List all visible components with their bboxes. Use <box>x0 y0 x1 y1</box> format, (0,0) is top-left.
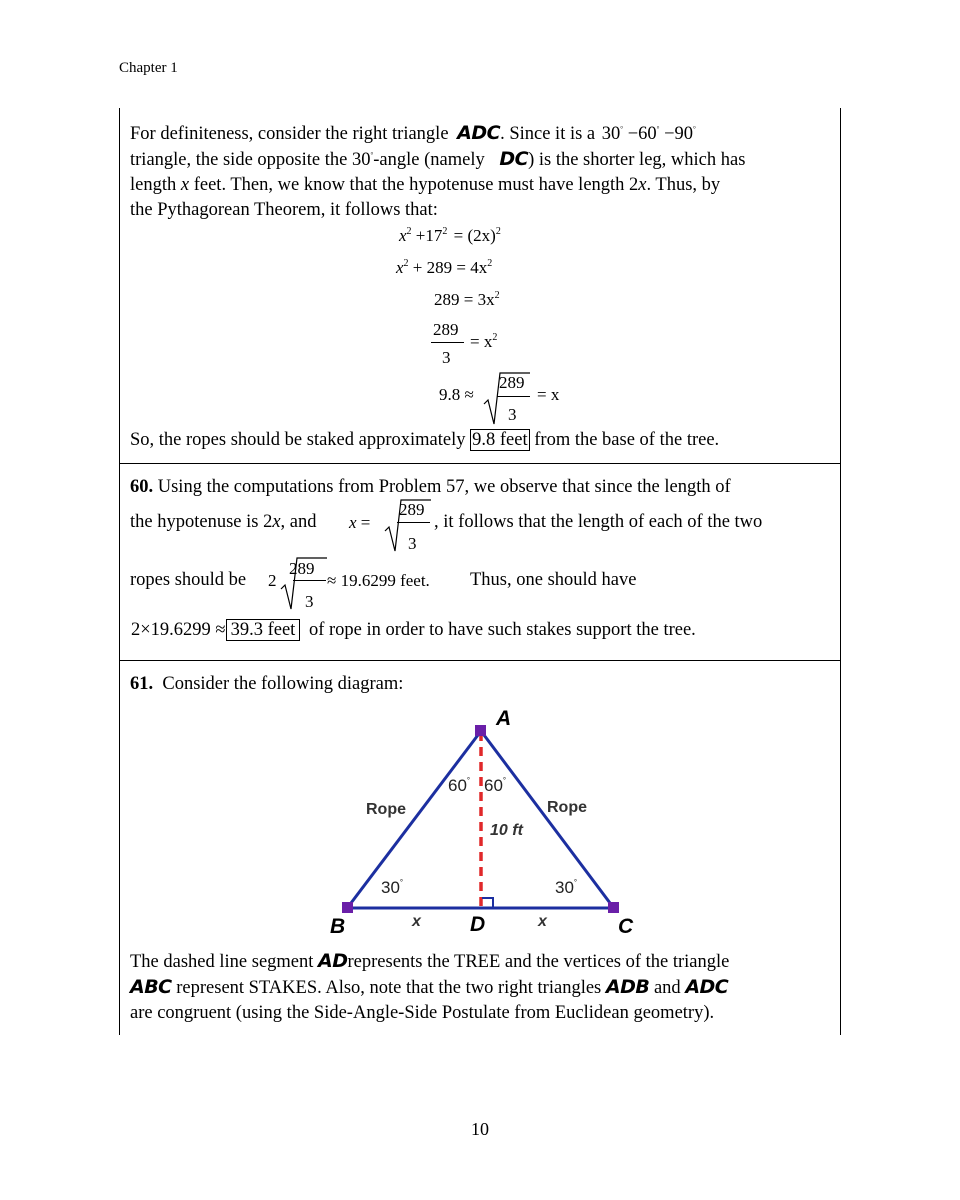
variable-x: x <box>272 512 281 532</box>
text: the hypotenuse is 2 <box>130 512 273 532</box>
text-line <box>130 478 731 497</box>
triangle-label-adc: ADC <box>457 122 501 144</box>
triangle-label-adc: ADC <box>685 976 729 998</box>
minus-sign: − <box>627 124 639 144</box>
exponent: 2 <box>442 226 448 237</box>
text: ) is the shorter leg, which has <box>528 150 746 170</box>
degree-mark: ° <box>656 125 660 133</box>
problem-number: 61. <box>130 674 154 694</box>
label-d: D <box>470 913 486 936</box>
triangle-label-adb: ADB <box>605 976 650 998</box>
variable-x: x <box>399 226 407 245</box>
label-c: C <box>618 915 634 938</box>
conclusion-line <box>130 431 719 450</box>
text: . Since it is a <box>500 124 596 144</box>
exponent: 2 <box>406 226 412 237</box>
text: Consider the following diagram: <box>162 674 404 694</box>
text-line <box>130 513 317 532</box>
text-line <box>130 150 745 170</box>
variable-x: x <box>180 175 190 195</box>
label-a: A <box>496 707 512 730</box>
segment-x-left: x <box>412 913 421 930</box>
exponent: 2 <box>492 332 498 343</box>
text: For definiteness, consider the right triangle <box>130 124 449 144</box>
equation-1 <box>399 227 501 244</box>
fraction-numerator: 289 <box>399 500 425 519</box>
triangle-diagram <box>320 700 650 940</box>
answer-box: 39.3 feet <box>226 619 301 641</box>
angle-label: 30° <box>555 878 578 897</box>
fraction-denominator: 3 <box>442 348 451 367</box>
text: feet. Then, we know that the hypotenuse must have length 2 <box>193 175 639 195</box>
exponent: 2 <box>495 226 501 237</box>
table-left-border <box>119 108 120 1035</box>
text-line <box>130 176 720 195</box>
vertex-c-marker <box>608 902 619 913</box>
exponent: 2 <box>403 258 409 269</box>
text-line <box>130 978 728 998</box>
text: represent STAKES. Also, note that the two right triangles <box>176 978 602 998</box>
variable-x: x <box>349 513 357 532</box>
angle-value: 90 <box>674 124 694 144</box>
text: The dashed line segment <box>130 952 314 972</box>
degree-mark: ° <box>620 125 624 133</box>
term: + 289 = 4x <box>412 258 488 277</box>
answer-box: 9.8 feet <box>472 430 528 450</box>
x-equals: x = <box>349 513 371 532</box>
segment-x-right: x <box>538 913 547 930</box>
fraction-denominator: 3 <box>408 534 417 553</box>
degree-mark: ° <box>693 125 696 133</box>
equation-4-right <box>470 333 497 350</box>
text-line <box>130 675 403 694</box>
triangle-label-abc: ABC <box>130 976 172 998</box>
table-right-border <box>840 108 841 1035</box>
fraction-numerator: 289 <box>433 320 459 339</box>
degree-mark: ° <box>370 151 374 159</box>
angle-value: 60 <box>638 124 657 144</box>
minus-sign: − <box>664 124 675 144</box>
problem-number: 60. <box>130 477 154 497</box>
text-line: ropes should be <box>130 570 247 590</box>
angle-label: 60° <box>484 776 507 795</box>
equation-3 <box>434 291 500 308</box>
text: . Thus, by <box>646 175 721 195</box>
text: represents the TREE and the vertices of the triangle <box>347 952 730 972</box>
angle-label: 60° <box>448 776 471 795</box>
text: , and <box>280 512 317 532</box>
side-ac-rope <box>481 731 613 907</box>
vertex-b-marker <box>342 902 353 913</box>
segment-label-ad: AD <box>318 950 348 972</box>
text: 2×19.6299 ≈ <box>131 620 226 640</box>
text-line: , it follows that the length of each of the two <box>434 512 763 532</box>
page-number: 10 <box>471 1119 489 1139</box>
exponent: 2 <box>487 258 493 269</box>
text-line: Thus, one should have <box>470 570 637 590</box>
row-divider <box>119 463 841 464</box>
exponent: 2 <box>494 290 500 301</box>
text: -angle (namely <box>373 150 485 170</box>
text: So, the ropes should be staked approximately <box>130 430 466 450</box>
text-line: are congruent (using the Side-Angle-Side Postulate from Euclidean geometry). <box>130 1003 715 1023</box>
fraction-bar <box>497 396 530 397</box>
coefficient: 2 <box>268 571 277 590</box>
text: Using the computations from Problem 57, we observe that since the length of <box>157 477 731 497</box>
fraction-bar <box>293 580 326 581</box>
rope-label-left: Rope <box>366 801 406 818</box>
text-line <box>130 124 696 144</box>
text: of rope in order to have such stakes support the tree. <box>308 620 696 640</box>
angle-label: 30° <box>381 878 404 897</box>
angle-expression <box>602 124 696 144</box>
term: +17 <box>415 226 443 245</box>
term: = (2x) <box>453 226 496 245</box>
text: from the base of the tree. <box>534 430 720 450</box>
height-label: 10 ft <box>490 822 523 839</box>
text: and <box>653 978 681 998</box>
variable-x: x <box>396 258 404 277</box>
equation-5-left: 9.8 ≈ <box>439 385 474 404</box>
equation-2 <box>396 259 492 276</box>
side-ab-rope <box>348 731 481 907</box>
variable-x: x <box>638 175 647 195</box>
term: = x <box>470 332 493 351</box>
text-line <box>131 621 696 640</box>
segment-label-dc: DC <box>499 148 529 170</box>
fraction-bar <box>397 522 430 523</box>
angle-value: 30 <box>351 150 371 170</box>
text: length <box>130 175 177 195</box>
text-line: the Pythagorean Theorem, it follows that: <box>130 200 438 220</box>
angle-value: 30 <box>601 124 621 144</box>
fraction-denominator: 3 <box>508 405 517 424</box>
fraction-bar <box>431 342 464 343</box>
approx-value: ≈ 19.6299 feet. <box>327 571 430 590</box>
text: triangle, the side opposite the <box>130 150 348 170</box>
fraction-numerator: 289 <box>499 373 525 392</box>
equation-5-right: = x <box>537 385 560 404</box>
text-line <box>130 952 729 972</box>
rope-label-right: Rope <box>547 799 587 816</box>
fraction-denominator: 3 <box>305 592 314 611</box>
row-divider <box>119 660 841 661</box>
chapter-header: Chapter 1 <box>119 60 178 76</box>
label-b: B <box>330 915 346 938</box>
fraction-numerator: 289 <box>289 559 315 578</box>
vertex-a-marker <box>475 725 486 736</box>
term: 289 = 3x <box>434 290 495 309</box>
